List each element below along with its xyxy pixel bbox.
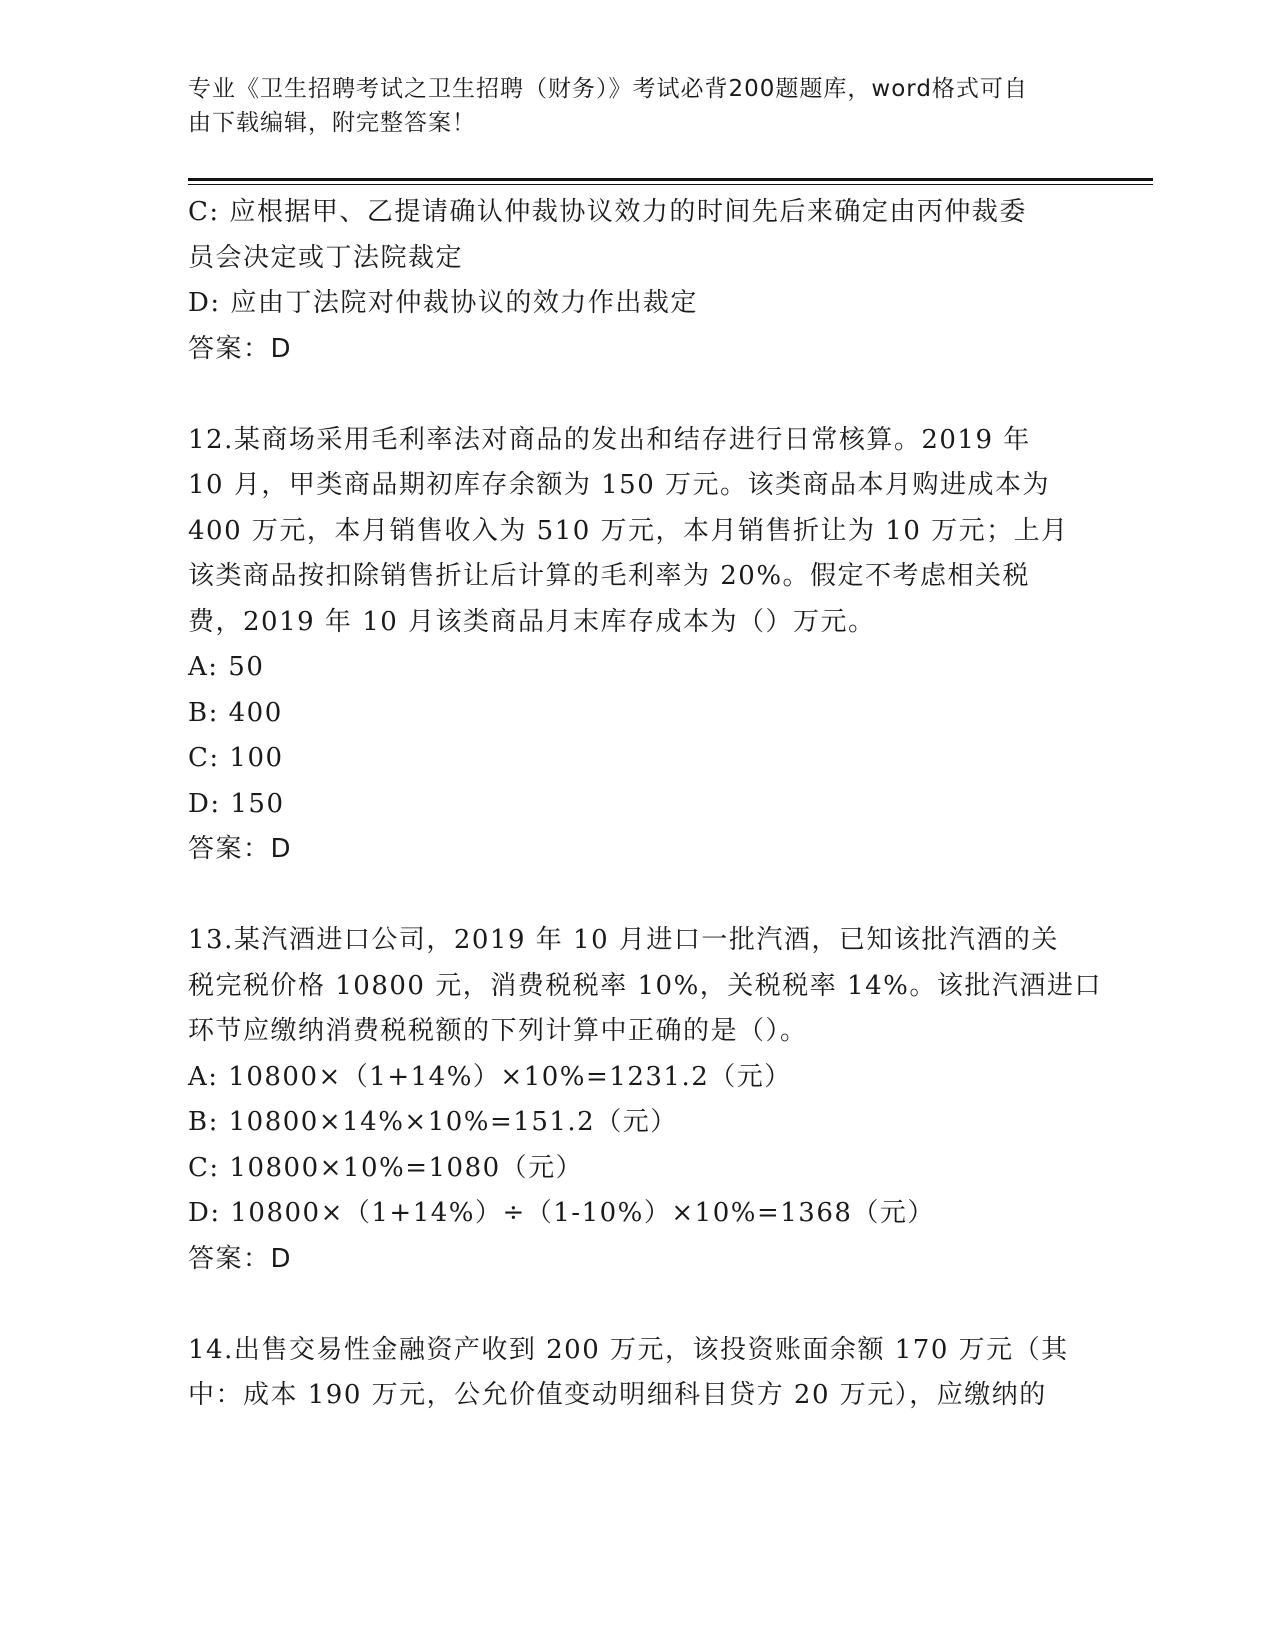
header-rule-thin [188, 184, 1153, 185]
q11-option-d: D: 应由丁法院对仲裁协议的效力作出裁定 [188, 288, 698, 318]
question-14 [188, 1328, 1078, 1419]
spacer [188, 873, 1078, 919]
q12-stem-line: 10 月，甲类商品期初库存余额为 150 万元。该类商品本月购进成本为 [188, 470, 1051, 500]
question-11-tail [188, 190, 1078, 372]
q14-stem-line: 中：成本 190 万元，公允价值变动明细科目贷方 20 万元），应缴纳的 [188, 1380, 1047, 1410]
header-rule-thick [188, 178, 1153, 181]
header-line-1: 专业《卫生招聘考试之卫生招聘（财务）》考试必背200题题库，word格式可自 [188, 76, 1028, 102]
q12-option-c: C: 100 [188, 743, 284, 773]
q13-stem-line: 13.某汽酒进口公司，2019 年 10 月进口一批汽酒，已知该批汽酒的关 [188, 925, 1059, 955]
question-12 [188, 418, 1078, 873]
q13-answer: 答案：D [188, 1243, 293, 1274]
q11-option-c-line-1: C: 应根据甲、乙提请确认仲裁协议效力的时间先后来确定由丙仲裁委 [188, 197, 1027, 227]
q12-stem-line: 12.某商场采用毛利率法对商品的发出和结存进行日常核算。2019 年 [188, 424, 1031, 455]
q14-stem-line: 14.出售交易性金融资产收到 200 万元，该投资账面余额 170 万元（其 [188, 1334, 1069, 1365]
q11-option-c-line-2: 员会决定或丁法院裁定 [188, 242, 464, 273]
spacer [188, 372, 1078, 418]
q13-option-d: D: 10800×（1+14%）÷（1-10%）×10%=1368（元） [188, 1198, 935, 1228]
document-header [188, 72, 1068, 140]
q11-answer: 答案：D [188, 333, 293, 364]
q13-stem-line: 税完税价格 10800 元，消费税税率 10%，关税税率 14%。该批汽酒进口 [188, 970, 1102, 1001]
q13-stem-line: 环节应缴纳消费税税额的下列计算中正确的是（）。 [188, 1016, 808, 1046]
q12-option-b: B: 400 [188, 697, 283, 728]
spacer [188, 1282, 1078, 1328]
q12-stem-line: 400 万元，本月销售收入为 510 万元，本月销售折让为 10 万元；上月 [188, 515, 1069, 546]
q13-option-a: A: 10800×（1+14%）×10%=1231.2（元） [188, 1061, 792, 1092]
question-13 [188, 918, 1102, 1282]
q12-stem-line: 该类商品按扣除销售折让后计算的毛利率为 20%。假定不考虑相关税 [188, 561, 1031, 591]
q12-option-d: D: 150 [188, 788, 285, 819]
q13-option-c: C: 10800×10%=1080（元） [188, 1152, 584, 1183]
header-line-2: 由下载编辑，附完整答案！ [188, 110, 476, 136]
q12-option-a: A: 50 [188, 652, 265, 682]
q13-option-b: B: 10800×14%×10%=151.2（元） [188, 1107, 678, 1137]
q12-stem-line: 费，2019 年 10 月该类商品月末库存成本为（）万元。 [188, 606, 876, 637]
document-body [188, 190, 1102, 1419]
q12-answer: 答案：D [188, 834, 293, 864]
